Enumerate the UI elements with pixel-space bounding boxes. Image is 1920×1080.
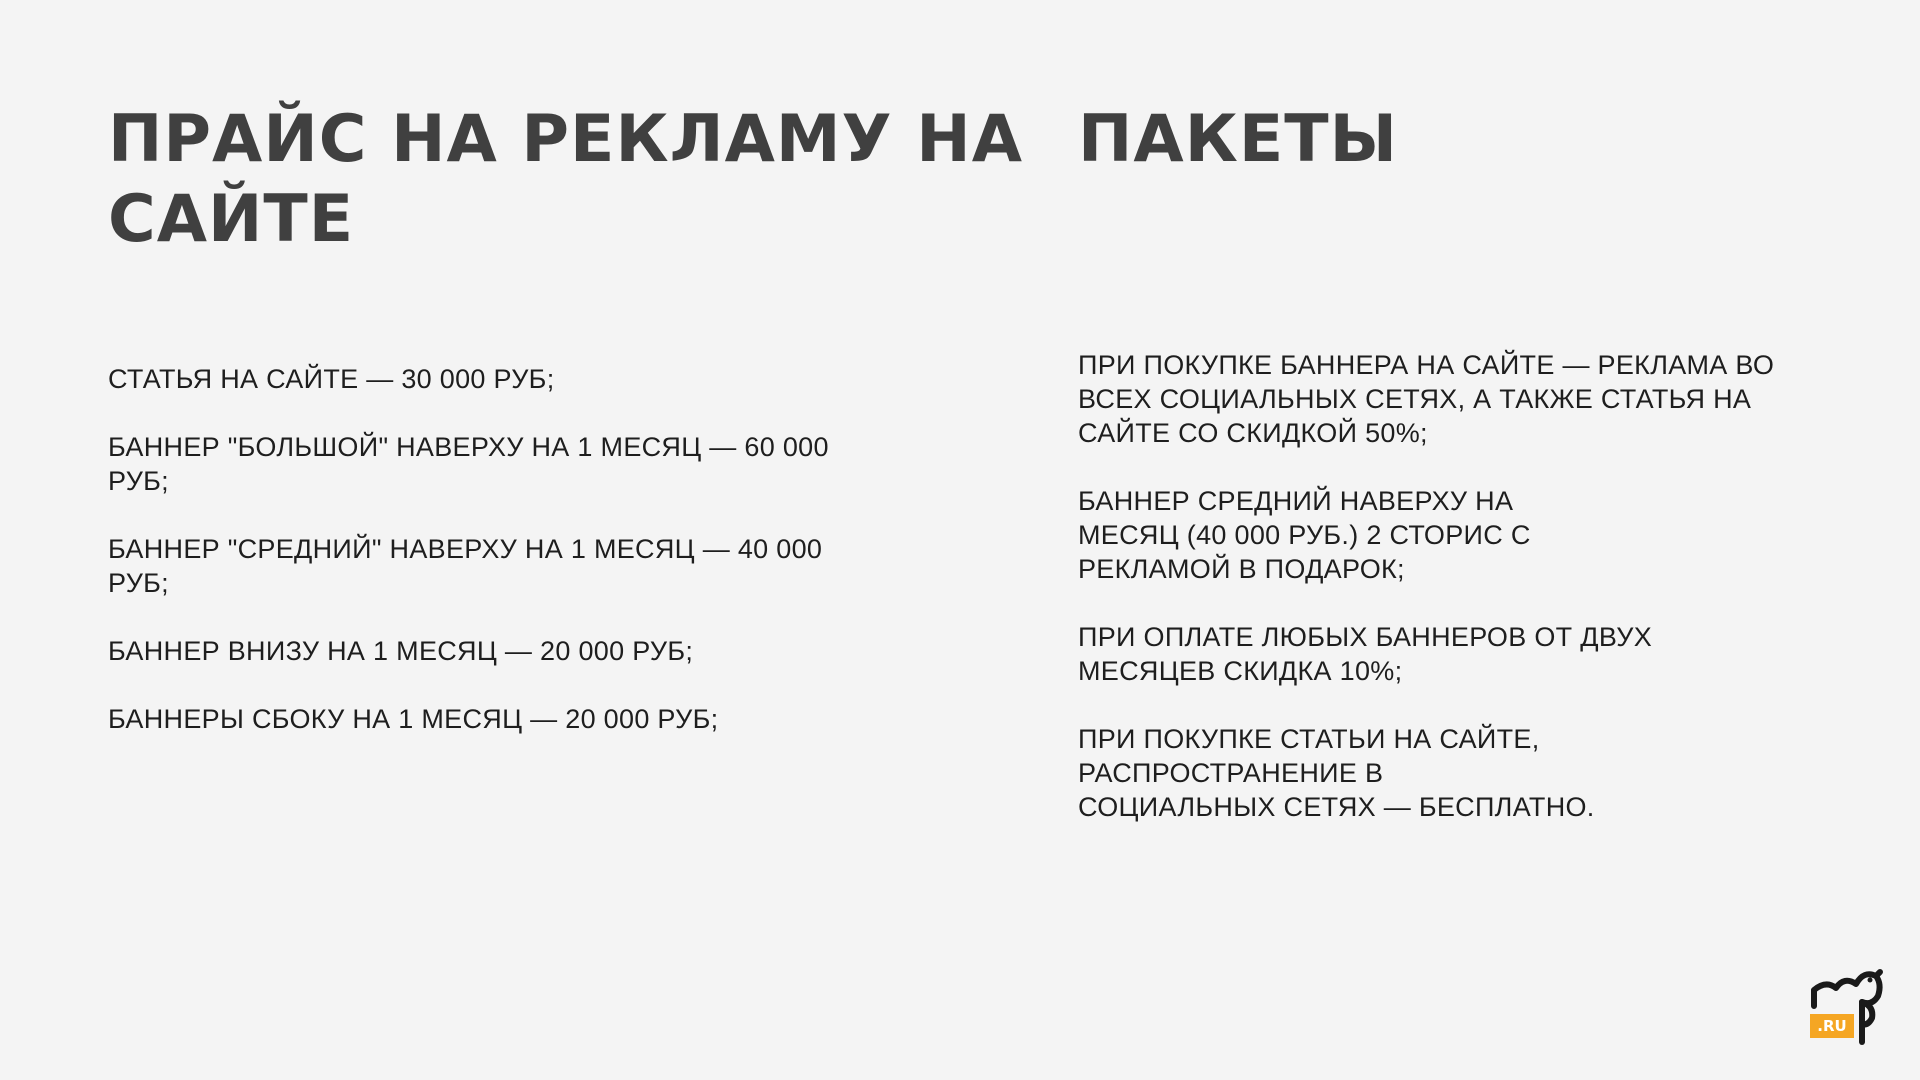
item-line: РАСПРОСТРАНЕНИЕ В bbox=[1078, 758, 1384, 788]
item-line: ПРИ ПОКУПКЕ СТАТЬИ НА САЙТЕ, bbox=[1078, 724, 1540, 754]
item-line: ПРИ ПОКУПКЕ БАННЕРА НА САЙТЕ — РЕКЛАМА ВО bbox=[1078, 350, 1775, 380]
price-item bbox=[108, 532, 898, 600]
price-item bbox=[108, 702, 898, 736]
package-item bbox=[1078, 348, 1818, 450]
item-line: БАННЕР ВНИЗУ НА 1 МЕСЯЦ — 20 000 РУБ; bbox=[108, 636, 694, 666]
price-item bbox=[108, 362, 898, 396]
item-line: ВСЕХ СОЦИАЛЬНЫХ СЕТЯХ, А ТАКЖЕ СТАТЬЯ НА bbox=[1078, 384, 1752, 414]
packages-list bbox=[1078, 348, 1818, 858]
package-item bbox=[1078, 722, 1818, 824]
item-line: БАННЕРЫ СБОКУ НА 1 МЕСЯЦ — 20 000 РУБ; bbox=[108, 704, 719, 734]
item-line: САЙТЕ СО СКИДКОЙ 50%; bbox=[1078, 418, 1428, 448]
package-item bbox=[1078, 484, 1818, 586]
price-list bbox=[108, 362, 898, 770]
item-line: РЕКЛАМОЙ В ПОДАРОК; bbox=[1078, 554, 1405, 584]
title-line: ПАКЕТЫ bbox=[1078, 102, 1398, 177]
title-line: ПРАЙС НА РЕКЛАМУ НА bbox=[108, 102, 1024, 177]
price-title bbox=[108, 100, 1023, 260]
item-line: МЕСЯЦ (40 000 РУБ.) 2 СТОРИС С bbox=[1078, 520, 1531, 550]
item-line: БАННЕР "СРЕДНИЙ" НАВЕРХУ НА 1 МЕСЯЦ — 40 000 bbox=[108, 534, 823, 564]
item-line: ПРИ ОПЛАТЕ ЛЮБЫХ БАННЕРОВ ОТ ДВУХ bbox=[1078, 622, 1652, 652]
price-item bbox=[108, 634, 898, 668]
packages-title bbox=[1078, 100, 1398, 180]
package-item bbox=[1078, 620, 1818, 688]
logo-badge: .RU bbox=[1810, 1014, 1854, 1038]
item-line: СТАТЬЯ НА САЙТЕ — 30 000 РУБ; bbox=[108, 364, 555, 394]
brand-logo bbox=[1808, 966, 1886, 1046]
item-line: СОЦИАЛЬНЫХ СЕТЯХ — БЕСПЛАТНО. bbox=[1078, 792, 1595, 822]
item-line: БАННЕР "БОЛЬШОЙ" НАВЕРХУ НА 1 МЕСЯЦ — 60 000 bbox=[108, 432, 829, 462]
item-line: МЕСЯЦЕВ СКИДКА 10%; bbox=[1078, 656, 1403, 686]
item-line: БАННЕР СРЕДНИЙ НАВЕРХУ НА bbox=[1078, 486, 1514, 516]
item-line: РУБ; bbox=[108, 568, 169, 598]
item-line: РУБ; bbox=[108, 466, 169, 496]
title-line: САЙТЕ bbox=[108, 182, 355, 257]
price-item bbox=[108, 430, 898, 498]
